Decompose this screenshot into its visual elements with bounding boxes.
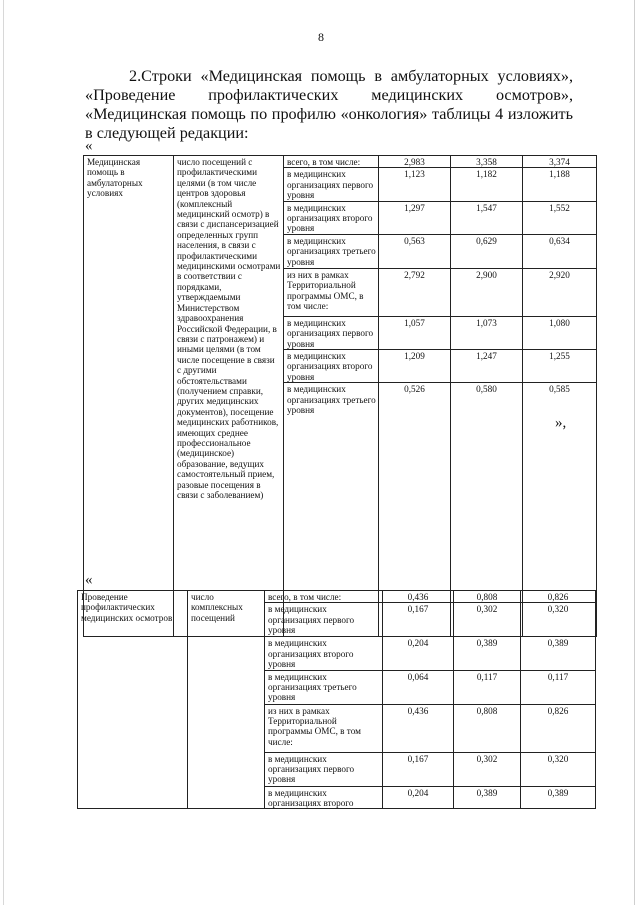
value-cell-year-1: 0,204 — [383, 786, 454, 809]
table-preventive-exams — [77, 590, 596, 809]
page-number: 8 — [318, 30, 324, 44]
amendment-paragraph: 2.Строки «Медицинская помощь в амбулаторных условиях», «Проведение профилактических медицинских осмотров», «Медицинская помощь по профилю «онкология» таблицы 4 изложить в следующей редакции: — [85, 67, 573, 142]
value-cell-year-2: 2,900 — [451, 268, 523, 316]
row-label-cell: в медицинских организациях первого уровня — [265, 603, 383, 637]
value-cell-year-3: 0,389 — [521, 786, 596, 809]
scan-edge-right — [634, 0, 635, 905]
value-cell-year-2: 0,117 — [454, 670, 521, 704]
open-quote-1: « — [85, 138, 93, 154]
table-outpatient-care — [83, 155, 597, 637]
value-cell-year-1: 2,792 — [379, 268, 451, 316]
row-label-cell: в медицинских организациях третьего уровня — [284, 234, 379, 268]
row-label-cell: из них в рамках Территориальной программы ОМС, в том числе: — [284, 268, 379, 316]
value-cell-year-2: 3,358 — [451, 156, 523, 168]
value-cell-year-3: 0,389 — [521, 637, 596, 670]
value-cell-year-2: 0,629 — [451, 234, 523, 268]
row-label-cell: в медицинских организациях второго — [265, 786, 383, 809]
value-cell-year-2: 0,580 — [451, 383, 523, 637]
value-cell-year-2: 0,302 — [454, 603, 521, 637]
open-quote-2: « — [85, 572, 93, 588]
value-cell-year-3: 0,826 — [521, 704, 596, 752]
value-cell-year-2: 0,808 — [454, 704, 521, 752]
value-cell-year-1: 0,436 — [383, 591, 454, 603]
value-cell-year-2: 0,389 — [454, 637, 521, 670]
value-cell-year-3: 1,080 — [523, 316, 597, 349]
value-cell-year-3: 1,188 — [523, 168, 597, 201]
value-cell-year-1: 0,064 — [383, 670, 454, 704]
row-label-cell: из них в рамках Территориальной программы ОМС, в том числе: — [265, 704, 383, 752]
value-cell-year-2: 1,247 — [451, 350, 523, 383]
value-cell-year-2: 1,547 — [451, 201, 523, 234]
value-cell-year-3: 1,255 — [523, 350, 597, 383]
indicator-name-cell: Проведение профилактических медицинских осмотров — [78, 591, 188, 809]
value-cell-year-2: 1,073 — [451, 316, 523, 349]
row-label-cell: всего, в том числе: — [284, 156, 379, 168]
value-cell-year-3: 1,552 — [523, 201, 597, 234]
unit-description-cell: число комплексных посещений — [188, 591, 265, 809]
row-label-cell: в медицинских организациях второго уровня — [265, 637, 383, 670]
value-cell-year-3: 0,320 — [521, 752, 596, 786]
row-label-cell: в медицинских организациях третьего уровня — [284, 383, 379, 637]
row-label-cell: в медицинских организациях первого уровня — [284, 316, 379, 349]
value-cell-year-1: 0,167 — [383, 603, 454, 637]
row-label-cell: в медицинских организациях первого уровня — [265, 752, 383, 786]
value-cell-year-1: 0,563 — [379, 234, 451, 268]
value-cell-year-2: 0,389 — [454, 786, 521, 809]
value-cell-year-1: 1,057 — [379, 316, 451, 349]
close-quote-1: », — [555, 415, 567, 431]
table-row — [84, 156, 597, 168]
value-cell-year-1: 1,209 — [379, 350, 451, 383]
row-label-cell: в медицинских организациях третьего уровня — [265, 670, 383, 704]
value-cell-year-2: 0,302 — [454, 752, 521, 786]
value-cell-year-1: 0,436 — [383, 704, 454, 752]
unit-description-cell: число посещений с профилактическими целями (в том числе центров здоровья (комплексный медицинский осмотр) в связи с диспансеризацией определенных групп населения, в связи с профилактическими медицинскими осмотрами в соответствии с порядками, утверждаемыми Министерством здравоохранения Российской Федерации, в связи с патронажем) и иными целями (в том числе посещение в связи с другими обстоятельствами (получением справки, других медицинских документов), посещение медицинских работников, имеющих среднее профессиональное (медицинское) образование, ведущих самостоятельный прием, разовые посещения в связи с заболеванием) — [174, 156, 284, 637]
row-label-cell: всего, в том числе: — [265, 591, 383, 603]
value-cell-year-1: 0,167 — [383, 752, 454, 786]
value-cell-year-1: 0,204 — [383, 637, 454, 670]
row-label-cell: в медицинских организациях первого уровня — [284, 168, 379, 201]
value-cell-year-3: 0,320 — [521, 603, 596, 637]
table-row — [78, 591, 596, 603]
value-cell-year-3: 0,634 — [523, 234, 597, 268]
value-cell-year-2: 1,182 — [451, 168, 523, 201]
value-cell-year-3: 2,920 — [523, 268, 597, 316]
value-cell-year-1: 1,123 — [379, 168, 451, 201]
scan-edge-left — [3, 0, 4, 905]
value-cell-year-1: 2,983 — [379, 156, 451, 168]
value-cell-year-1: 1,297 — [379, 201, 451, 234]
value-cell-year-3: 0,826 — [521, 591, 596, 603]
indicator-name-cell: Медицинская помощь в амбулаторных условиях — [84, 156, 174, 637]
value-cell-year-3: 0,117 — [521, 670, 596, 704]
value-cell-year-3: 0,585 — [523, 383, 597, 637]
value-cell-year-3: 3,374 — [523, 156, 597, 168]
row-label-cell: в медицинских организациях второго уровня — [284, 201, 379, 234]
value-cell-year-1: 0,526 — [379, 383, 451, 637]
row-label-cell: в медицинских организациях второго уровня — [284, 350, 379, 383]
value-cell-year-2: 0,808 — [454, 591, 521, 603]
